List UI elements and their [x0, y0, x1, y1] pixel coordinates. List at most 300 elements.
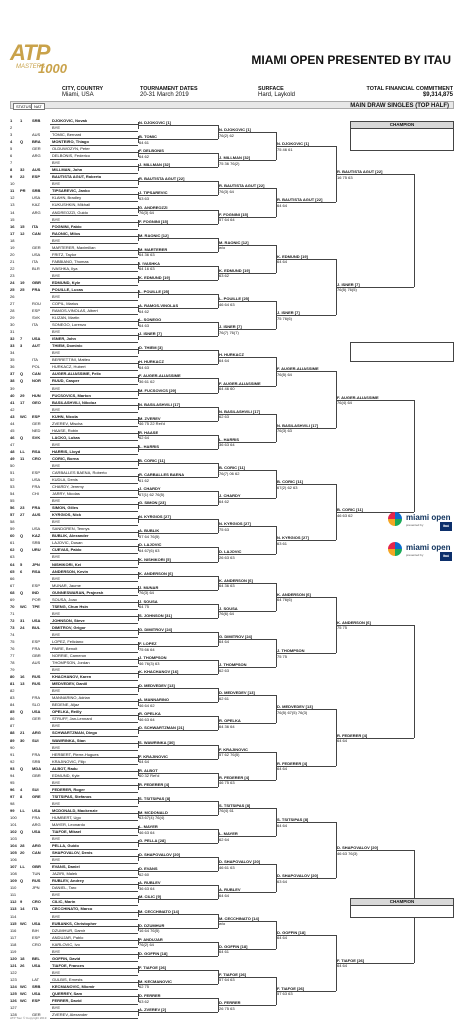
r3-score: 64 46 60: [219, 386, 235, 392]
draw-number: 92: [10, 758, 15, 764]
row-underline: [50, 342, 138, 343]
r2-winner: J. TIPSAREVIC: [139, 190, 168, 196]
bracket-line: [138, 618, 218, 619]
bracket-connector: [138, 910, 139, 917]
bracket-line: [218, 188, 276, 189]
bracket-line: [218, 554, 276, 555]
bracket-connector: [138, 178, 139, 185]
bracket-extension: [396, 963, 414, 964]
r2-score: 64 63: [139, 364, 150, 370]
r2-winner: L. POUILLE [25]: [139, 289, 170, 294]
seed-status: Q: [20, 378, 24, 384]
bracket-connector: [138, 755, 139, 762]
r2-winner: D. THIEM [3]: [139, 345, 163, 351]
nationality: KAZ: [32, 202, 40, 208]
footer-text: ATP Tour © Copyright 2019: [10, 1016, 47, 1020]
draw-number: 61: [10, 540, 15, 546]
row-underline: [50, 314, 138, 315]
seed-status: 26: [20, 962, 25, 968]
player-name: TIAFOE, Frances: [52, 962, 85, 968]
bracket-line: [138, 716, 218, 717]
row-underline: [50, 996, 138, 997]
r3-winner: A. RUBLEV: [219, 887, 241, 893]
r2-winner: G. DIMITROV [24]: [139, 626, 173, 632]
draw-number: 28: [10, 308, 15, 314]
r2-winner: R. OPELKA: [139, 711, 161, 717]
draw-number: 43: [10, 413, 15, 419]
row-underline: [50, 877, 138, 878]
r4-winner: D. SHAPOVALOV [20]: [277, 873, 319, 879]
player-name: FUCSOVICS, Marton: [52, 392, 91, 398]
r3-winner: K. EDMUND [19]: [219, 267, 250, 273]
seed-status: 25: [20, 286, 25, 292]
r3-winner: K. ANDERSON [6]: [219, 577, 253, 583]
nationality: NOR: [32, 378, 41, 384]
player-name: WAWRINKA, Stan: [52, 737, 86, 743]
draw-number: 109: [10, 878, 17, 884]
r3-score: 62 63: [219, 667, 230, 673]
player-name: OLDUWOZYN, Peter: [52, 146, 90, 152]
r3-score: 76(7) 06 62: [219, 470, 240, 476]
r3-winner: H. HURKACZ: [219, 352, 244, 358]
row-underline: [50, 560, 138, 561]
bracket-line: [138, 322, 218, 323]
r3-score: 64 62: [219, 498, 230, 504]
bracket-line: [138, 463, 218, 464]
nationality: GBR: [32, 279, 41, 285]
player-name: ZVEREV, Alexander: [52, 1012, 88, 1018]
draw-number: 69: [10, 596, 15, 602]
r4-score: 75 75: [277, 653, 288, 659]
r2-winner: N. DJOKOVIC [1]: [139, 120, 172, 126]
r4-winner: J. THOMPSON: [277, 648, 305, 654]
player-name: BYE: [52, 1005, 61, 1011]
draw-number: 46: [10, 434, 15, 440]
bracket-connector: [138, 558, 139, 565]
r2-score: 64 36 63: [139, 252, 155, 258]
draw-number: 35: [10, 357, 15, 363]
r2-score: 64 16 63: [139, 266, 155, 272]
player-name: BYE: [52, 462, 61, 468]
row-underline: [50, 152, 138, 153]
bracket-line: [336, 738, 396, 739]
row-underline: [50, 884, 138, 885]
r5-winner: F. AUGER-ALIASSIME: [337, 394, 379, 400]
bracket-connector: [138, 122, 139, 129]
r3-winner: J. SOUSA: [219, 605, 238, 611]
nationality: USA: [32, 477, 41, 483]
nationality: FRA: [32, 484, 40, 490]
nationality: FRA: [32, 286, 41, 292]
bracket-connector: [218, 604, 219, 618]
player-name: FEDERER, Roger: [52, 786, 85, 792]
nationality: SLO: [32, 702, 41, 708]
draw-number: 18: [10, 237, 15, 243]
player-name: CORIC, Borna: [52, 455, 79, 461]
draw-number: 97: [10, 793, 15, 799]
row-underline: [50, 335, 138, 336]
bracket-connector: [138, 164, 139, 171]
row-underline: [50, 919, 138, 920]
draw-number: 9: [10, 174, 13, 180]
draw-number: 123: [10, 976, 17, 982]
bracket-connector: [138, 206, 139, 213]
row-underline: [50, 961, 138, 962]
r4-winner: R. BAUTISTA AGUT [22]: [277, 197, 323, 203]
sponsor-name: miami open: [406, 513, 451, 522]
draw-number: 20: [10, 251, 15, 257]
player-name: BYE: [52, 610, 61, 616]
nationality: USA: [32, 990, 41, 996]
player-name: MILLMAN, John: [52, 167, 83, 173]
player-name: BYE: [52, 554, 61, 560]
nationality: NED: [32, 427, 41, 433]
r2-winner: M. FUCSOVICS [29]: [139, 387, 177, 393]
nationality: ITA: [32, 906, 39, 912]
r4-score: 76(5) 64: [277, 371, 292, 377]
row-underline: [50, 616, 138, 617]
draw-number: 62: [10, 547, 15, 553]
draw-number: 103: [10, 836, 17, 842]
bracket-line: [138, 576, 218, 577]
r3-winner: R. OPELKA: [219, 718, 241, 724]
bracket-connector: [138, 994, 139, 1001]
nationality: AUS: [32, 167, 41, 173]
draw-number: 86: [10, 716, 15, 722]
bracket-line: [138, 449, 218, 450]
row-underline: [50, 391, 138, 392]
r2-winner: K. EDMUND [19]: [139, 274, 170, 280]
draw-number: 78: [10, 660, 15, 666]
seed-status: 5: [20, 561, 23, 567]
r2-winner: F. LOPEZ: [139, 641, 157, 646]
r3-score: w/o: [219, 245, 226, 251]
row-underline: [50, 490, 138, 491]
draw-number: 70: [10, 603, 15, 609]
player-name: MAYER, Leonardo: [52, 822, 86, 827]
bracket-line: [138, 759, 218, 760]
r2-winner: I. IVASHKA: [139, 260, 161, 266]
status-column-label: STATUS: [13, 103, 34, 110]
player-name: BYE: [52, 631, 61, 637]
r2-score: 64 62: [139, 308, 150, 314]
bracket-connector: [218, 266, 219, 280]
row-underline: [50, 581, 138, 582]
row-underline: [50, 476, 138, 477]
bracket-line: [218, 526, 276, 527]
r3-winner: D. MEDVEDEV [13]: [219, 690, 255, 696]
row-underline: [50, 384, 138, 385]
player-name: FABBIANO, Thomas: [52, 258, 89, 264]
nationality: GER: [32, 244, 41, 250]
r3-score: 76(4) 61: [219, 808, 234, 814]
r2-winner: G. ANDREOZZI: [139, 204, 168, 210]
bracket-line: [138, 984, 218, 985]
nationality: USA: [32, 336, 41, 342]
nationality: ARG: [32, 730, 41, 736]
r4-score: 64 64: [277, 259, 288, 265]
row-underline: [50, 229, 138, 230]
r3-winner: F. KRAJINOVIC: [219, 746, 248, 752]
seed-status: Q: [20, 589, 24, 595]
bracket-connector: [138, 642, 139, 649]
nationality: ITA: [32, 223, 39, 229]
nationality: SUI: [32, 786, 39, 792]
r2-winner: F. AUGER-ALIASSIME: [139, 373, 181, 379]
bracket-extension: [396, 174, 414, 175]
bracket-line: [218, 1005, 276, 1006]
nationality: JPN: [32, 885, 40, 891]
row-underline: [50, 208, 138, 209]
bracket-line: [218, 217, 276, 218]
bracket-line: [138, 238, 218, 239]
r3-score: 76(7) 76(7): [219, 329, 239, 335]
bracket-connector: [138, 966, 139, 973]
bracket-connector: [218, 378, 219, 392]
draw-number: 23: [10, 272, 15, 278]
r5-score: 64 64: [337, 738, 348, 744]
bracket-connector: [138, 262, 139, 269]
row-underline: [50, 574, 138, 575]
r2-score: 46 76(3) 63: [139, 660, 160, 666]
r4-winner: N. BASILASHVILI [17]: [277, 422, 319, 428]
r2-score: 75 66 64: [139, 646, 155, 652]
nationality: GER: [32, 420, 41, 426]
player-name: EDMUND, Kyle: [52, 772, 80, 778]
row-underline: [50, 567, 138, 568]
row-underline: [50, 426, 138, 427]
bracket-connector: [138, 347, 139, 354]
row-underline: [50, 623, 138, 624]
seed-status: LL: [20, 864, 25, 870]
bracket-connector: [138, 868, 139, 875]
bracket-connector: [138, 938, 139, 945]
nationality: BLR: [32, 265, 40, 271]
draw-number: 66: [10, 575, 15, 581]
bracket-line: [138, 421, 218, 422]
bracket-connector: [276, 752, 277, 780]
player-name: FERRER, David: [52, 998, 82, 1003]
nationality: RSA: [32, 568, 41, 574]
player-name: RUBLEV, Andrey: [52, 878, 84, 884]
draw-number: 15: [10, 216, 15, 222]
seed-status: 16: [20, 674, 25, 680]
bracket-line: [138, 477, 218, 478]
bracket-line: [138, 519, 218, 520]
nationality: USA: [32, 526, 41, 532]
bracket-connector: [138, 333, 139, 340]
bracket-connector: [218, 407, 219, 421]
r2-score: 62 64: [139, 435, 150, 441]
seed-status: 12: [20, 230, 25, 236]
player-name: TIPSAREVIC, Janko: [52, 188, 90, 194]
player-name: BYE: [52, 892, 61, 898]
nationality: USA: [32, 709, 41, 715]
row-underline: [50, 736, 138, 737]
r3-score: 62 63: [219, 414, 230, 420]
row-underline: [50, 1011, 138, 1012]
player-name: LOPEZ, Feliciano: [52, 638, 84, 644]
player-name: HUMBERT, Ugo: [52, 814, 81, 820]
player-name: LAJOVIC, Dusan: [52, 540, 83, 546]
r2-winner: F. FOGNINI [15]: [139, 218, 169, 224]
row-underline: [50, 180, 138, 181]
player-name: QUERREY, Sam: [52, 990, 83, 996]
row-underline: [50, 504, 138, 505]
row-underline: [50, 363, 138, 364]
seed-status: Q: [20, 878, 24, 884]
r4-score: 64 76(6): [277, 597, 292, 603]
r4-score: 57 63 63: [277, 991, 293, 997]
bracket-connector: [138, 530, 139, 537]
nationality: SRB: [32, 540, 41, 546]
bracket-connector: [218, 491, 219, 505]
seed-status: Q: [20, 709, 24, 715]
draw-number: 127: [10, 1005, 17, 1011]
nationality: CHI: [32, 491, 39, 497]
bracket-line: [336, 625, 396, 626]
draw-number: 100: [10, 814, 17, 820]
row-underline: [50, 1004, 138, 1005]
r3-winner: L. POUILLE [25]: [219, 296, 250, 302]
draw-number: 14: [10, 209, 15, 215]
r3-winner: F. TIAFOE [26]: [219, 971, 247, 977]
player-name: DZUMHUR, Damir: [52, 927, 86, 933]
r2-score: 16 64 76(5): [139, 928, 160, 934]
draw-number: 65: [10, 568, 15, 574]
bracket-line: [218, 752, 276, 753]
r3-score: 36 63 64: [219, 442, 235, 448]
r4-winner: S. TSITSIPAS [8]: [277, 817, 309, 822]
nationality: ESP: [32, 413, 41, 419]
bracket-connector: [218, 970, 219, 984]
r2-winner: R. CARBALLES BAENA: [139, 472, 185, 478]
row-underline: [50, 328, 138, 329]
r4-score: 76(5) 67(5) 76(3): [277, 709, 308, 715]
bracket-connector: [138, 417, 139, 424]
bracket-line: [218, 442, 276, 443]
r2-score: 57 64 76(5): [139, 533, 160, 539]
sponsor-bank: itaú: [440, 552, 452, 561]
draw-number: 106: [10, 857, 17, 863]
draw-number: 3: [10, 132, 13, 138]
r4-score: 63 64: [277, 878, 288, 884]
nationality: USA: [32, 807, 41, 813]
bracket-line: [138, 829, 218, 830]
player-name: BYE: [52, 667, 61, 673]
nationality: ITA: [32, 258, 38, 264]
r2-score: 63 63: [139, 195, 150, 201]
champion-label-bottom: CHAMPION: [350, 898, 454, 906]
draw-number: 117: [10, 934, 17, 940]
bracket-line: [218, 611, 276, 612]
r2-score: 64 62: [139, 153, 150, 159]
bracket-line: [138, 970, 218, 971]
player-name: BYE: [52, 294, 61, 299]
nationality: RSA: [32, 448, 41, 454]
bracket-line: [276, 371, 336, 372]
bracket-line: [276, 935, 336, 936]
draw-number: 31: [10, 329, 15, 335]
nationality: ARG: [32, 822, 41, 827]
r2-winner: D. EVANS: [139, 866, 158, 872]
r2-winner: R. FEDERER [4]: [139, 781, 170, 787]
bracket-line: [218, 864, 276, 865]
bracket-connector: [218, 885, 219, 899]
r4-winner: K. ANDERSON [6]: [277, 591, 311, 597]
r5-score: 46 63 76(3): [337, 850, 358, 856]
player-name: BYE: [52, 688, 61, 694]
bracket-connector: [138, 403, 139, 410]
player-name: BUBLIK, Alexander: [52, 533, 89, 539]
r2-winner: J. CHARDY: [139, 486, 161, 492]
r4-winner: D. MEDVEDEV [13]: [277, 704, 313, 710]
bracket-line: [138, 674, 218, 675]
bracket-line: [138, 308, 218, 309]
row-underline: [50, 595, 138, 596]
r2-winner: M. MCDONALD: [139, 809, 168, 815]
bracket-join: [414, 625, 415, 738]
nationality: SRB: [32, 983, 41, 989]
draw-number: 128: [10, 1012, 17, 1018]
row-underline: [50, 630, 138, 631]
r4-score: 76(3) 63: [277, 428, 292, 434]
bracket-line: [138, 914, 218, 915]
row-underline: [50, 257, 138, 258]
bracket-line: [138, 801, 218, 802]
r2-winner: A. RAMOS-VINOLAS: [139, 303, 179, 309]
bracket-connector: [138, 192, 139, 199]
seed-status: WC: [20, 920, 27, 926]
r4-score: 64 64: [277, 935, 288, 941]
player-name: MEDVEDEV, Daniil: [52, 681, 88, 687]
player-name: BYE: [52, 329, 61, 335]
row-underline: [50, 300, 138, 301]
bracket-connector: [218, 660, 219, 674]
nationality: GEO: [32, 399, 41, 405]
r2-winner: L. MAYER: [139, 824, 158, 830]
r2-score: 63 62: [139, 998, 150, 1004]
bracket-connector: [138, 811, 139, 818]
nationality: KAZ: [32, 533, 41, 539]
seed-status: PR: [20, 188, 26, 194]
bracket-connector: [138, 727, 139, 734]
player-name: SOUSA, Joao: [52, 596, 77, 602]
bracket-line: [276, 259, 336, 260]
nationality: AUS: [32, 132, 41, 138]
row-underline: [50, 820, 138, 821]
draw-number: 82: [10, 688, 15, 694]
draw-number: 6: [10, 153, 13, 159]
r3-winner: R. FEDERER [4]: [219, 774, 250, 780]
bracket-extension: [396, 738, 414, 739]
player-name: RAONIC, Milos: [52, 230, 81, 236]
draw-number: 19: [10, 244, 15, 250]
seed-status: 13: [20, 681, 25, 687]
draw-number: 121: [10, 962, 17, 968]
draw-number: 26: [10, 294, 15, 299]
nationality: ARG: [32, 209, 41, 215]
row-underline: [50, 321, 138, 322]
bracket-line: [138, 505, 218, 506]
row-underline: [50, 722, 138, 723]
bracket-line: [218, 470, 276, 471]
bracket-connector: [138, 502, 139, 509]
r4-winner: N. KYRGIOS [27]: [277, 535, 309, 541]
draw-number: 83: [10, 695, 15, 701]
bracket-connector: [218, 998, 219, 1012]
row-underline: [50, 982, 138, 983]
